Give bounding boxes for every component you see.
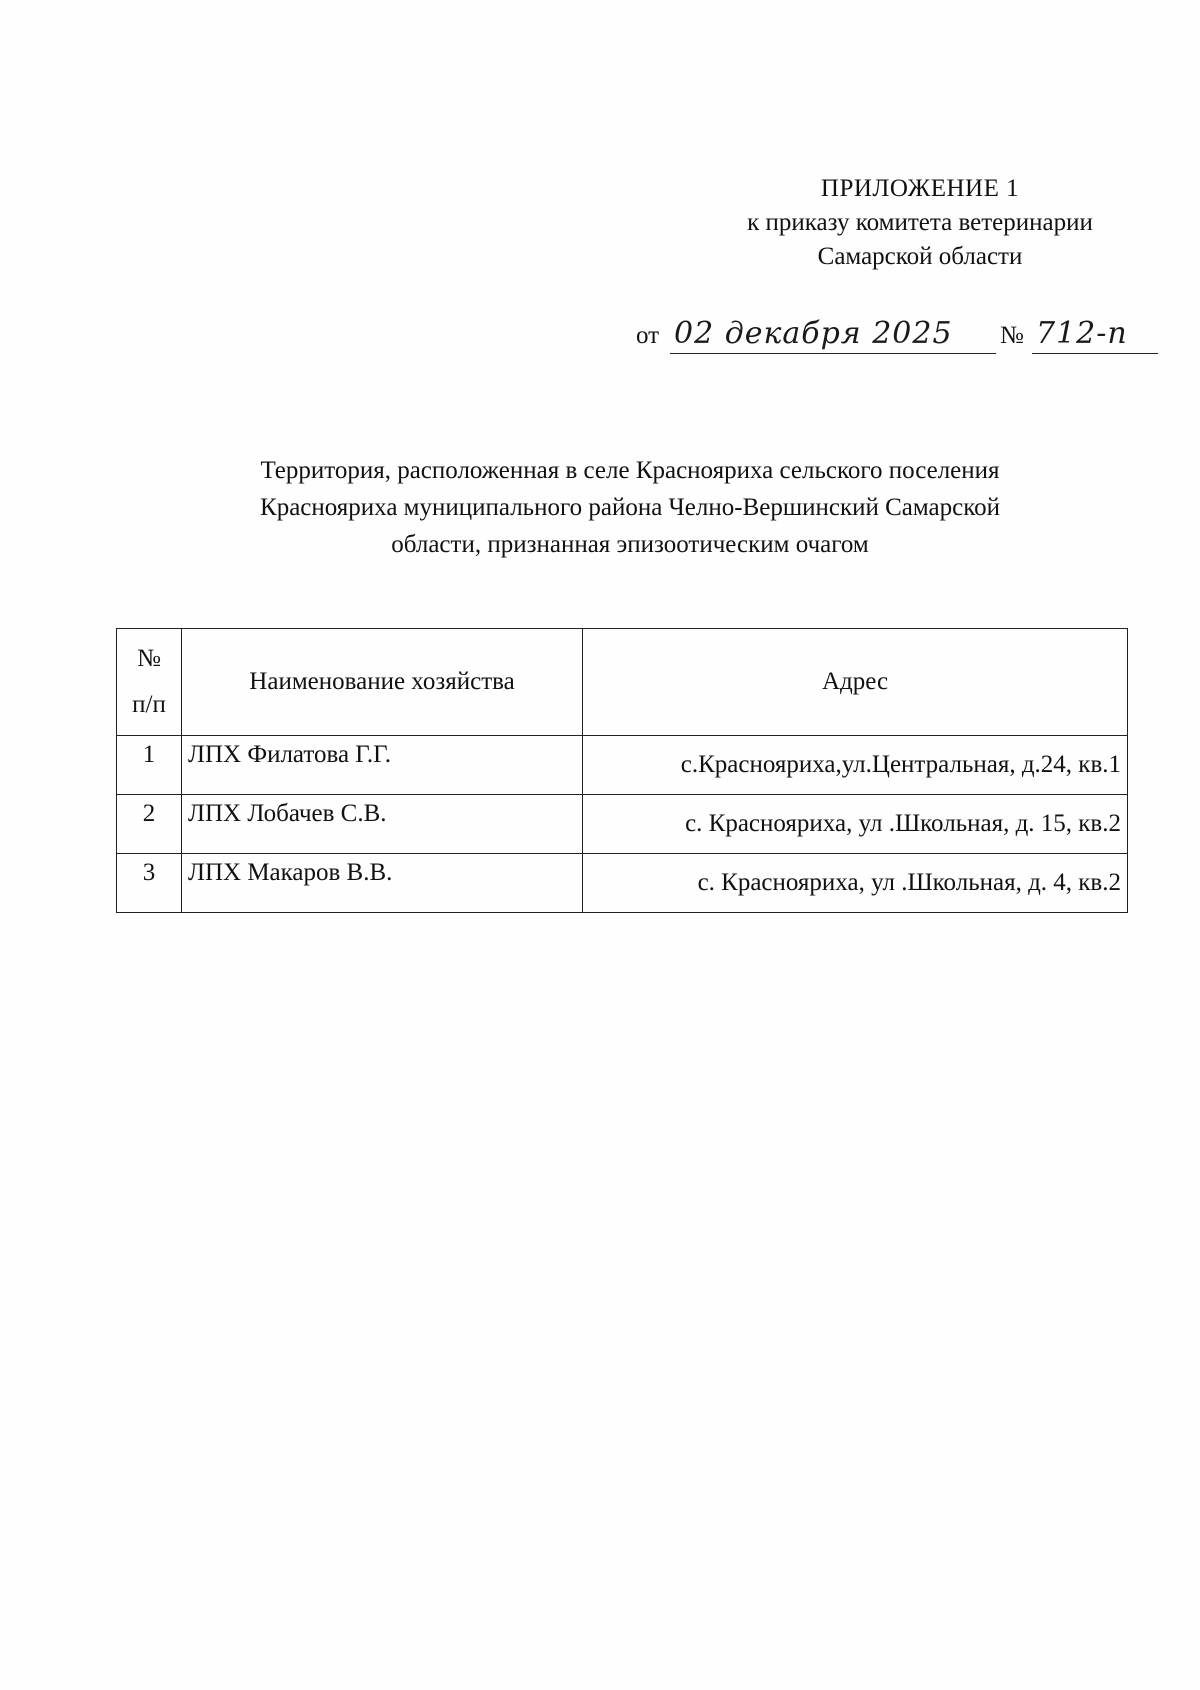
order-date-number-line xyxy=(636,312,1156,356)
heading-line-1: Территория, расположенная в селе Краснояриха сельского поселения xyxy=(260,457,1000,484)
row-number: 2 xyxy=(117,795,182,854)
heading-line-3: области, признанная эпизоотическим очагом xyxy=(391,531,869,558)
table-row xyxy=(117,854,1128,913)
header-number-sign: № xyxy=(137,645,161,672)
date-prefix-label: от xyxy=(636,322,660,349)
row-farm-name: ЛПХ Лобачев С.В. xyxy=(182,795,583,854)
row-address: с. Краснояриха, ул .Школьная, д. 15, кв.2 xyxy=(583,795,1128,854)
appendix-subtitle-line2: Самарской области xyxy=(817,243,1023,270)
farms-table xyxy=(116,628,1128,913)
row-farm-name: ЛПХ Филатова Г.Г. xyxy=(182,736,583,795)
appendix-subtitle-line1: к приказу комитета ветеринарии xyxy=(747,209,1093,236)
header-address: Адрес xyxy=(583,629,1128,736)
appendix-title: ПРИЛОЖЕНИЕ 1 xyxy=(820,175,1020,202)
header-number-abbr: п/п xyxy=(132,691,166,718)
header-number xyxy=(117,629,182,736)
row-number: 3 xyxy=(117,854,182,913)
heading-line-2: Краснояриха муниципального района Челно-Вершинский Самарской xyxy=(260,494,1000,521)
table-header-row xyxy=(117,629,1128,736)
document-heading xyxy=(170,452,1090,563)
row-address: с. Краснояриха, ул .Школьная, д. 4, кв.2 xyxy=(583,854,1128,913)
handwritten-date: 02 декабря 2025 xyxy=(670,315,996,354)
row-number: 1 xyxy=(117,736,182,795)
table-row xyxy=(117,795,1128,854)
header-farm-name: Наименование хозяйства xyxy=(182,629,583,736)
row-address: с.Краснояриха,ул.Центральная, д.24, кв.1 xyxy=(583,736,1128,795)
table-row xyxy=(117,736,1128,795)
number-prefix-label: № xyxy=(1000,322,1024,349)
appendix-block xyxy=(690,172,1150,274)
row-farm-name: ЛПХ Макаров В.В. xyxy=(182,854,583,913)
handwritten-order-number: 712-п xyxy=(1032,315,1158,354)
